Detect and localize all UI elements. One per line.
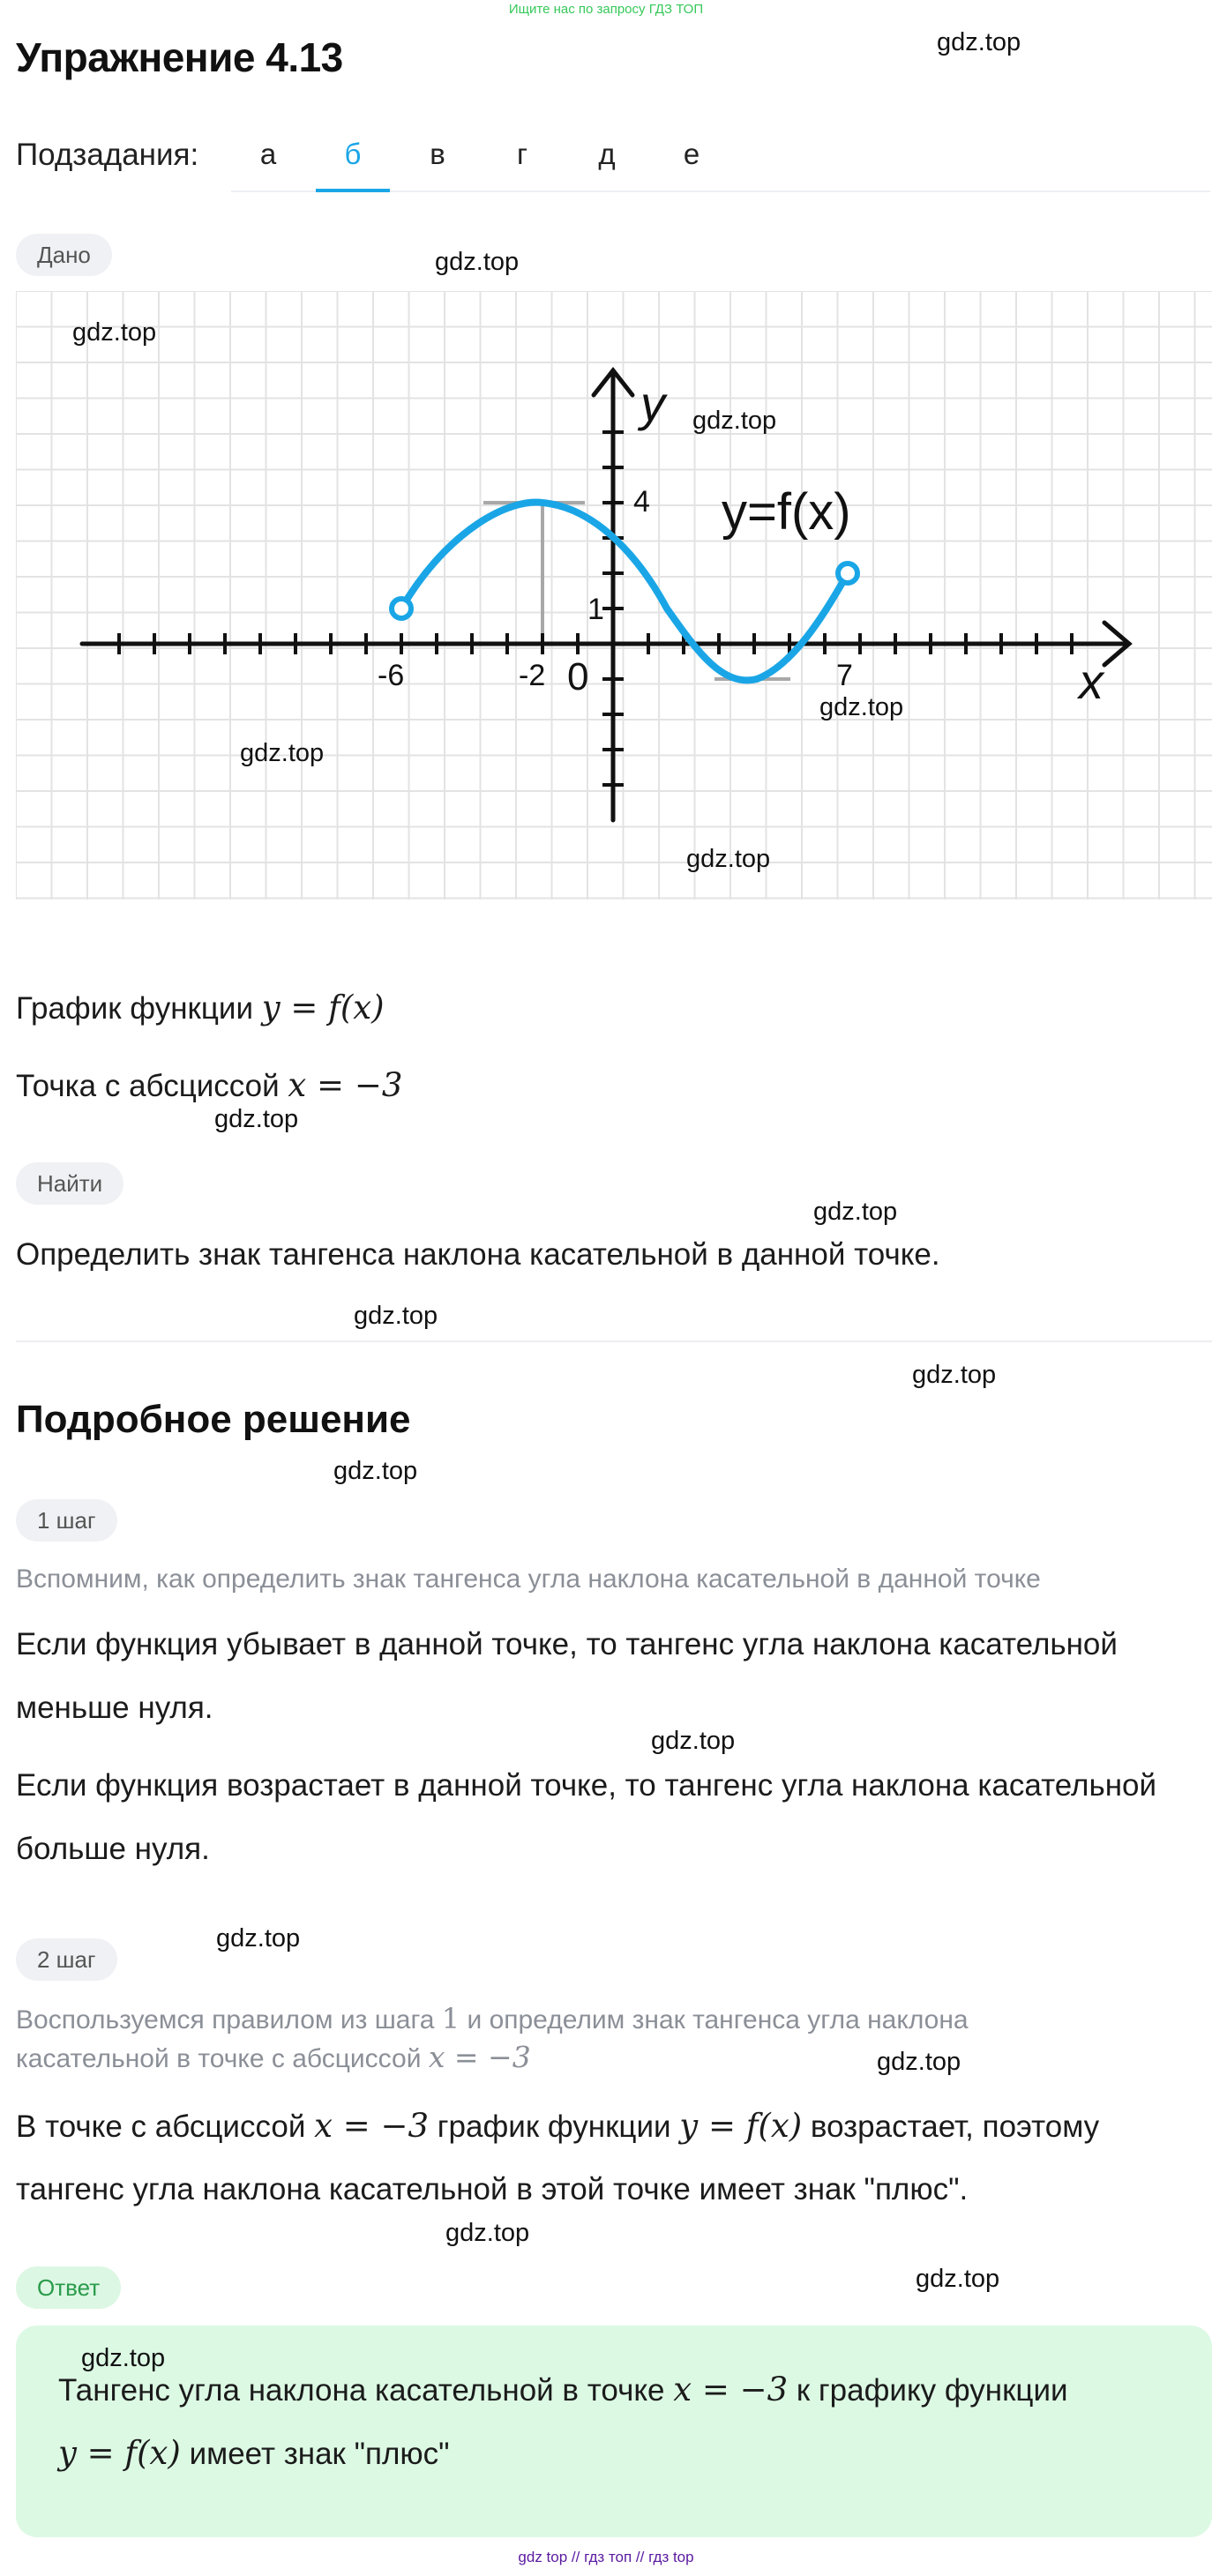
watermark: gdz.top: [445, 2219, 530, 2247]
find-text: Определить знак тангенса наклона касательной в данной точке.: [16, 1237, 940, 1272]
step2-badge: 2 шаг: [16, 1938, 117, 1981]
section-divider: [16, 1340, 1212, 1342]
tick-label-origin: 0: [567, 655, 589, 698]
watermark: gdz.top: [214, 1105, 299, 1133]
tab-d[interactable]: д: [598, 138, 616, 170]
step1-badge: 1 шаг: [16, 1499, 117, 1542]
given-line-function: График функции y = f(x): [16, 989, 385, 1027]
tab-b[interactable]: б: [316, 138, 390, 190]
watermark: gdz.top: [912, 1361, 997, 1389]
watermark: gdz.top: [240, 739, 325, 767]
answer-badge: Ответ: [16, 2266, 121, 2309]
watermark: gdz.top: [216, 1924, 301, 1953]
find-badge: Найти: [16, 1162, 123, 1205]
tab-e[interactable]: е: [683, 138, 700, 170]
watermark: gdz.top: [916, 2265, 1000, 2293]
answer-line2: y = f(x) имеет знак "плюс": [58, 2434, 450, 2472]
solution-title: Подробное решение: [16, 1398, 411, 1441]
step2-p-line2: тангенс угла наклона касательной в этой точке имеет знак "плюс".: [16, 2172, 969, 2206]
watermark: gdz.top: [877, 2048, 961, 2076]
watermark: gdz.top: [354, 1302, 438, 1330]
step1-p2-line2: больше нуля.: [16, 1832, 210, 1866]
x-axis-label: x: [1079, 653, 1104, 709]
watermark: gdz.top: [333, 1457, 418, 1485]
tab-g[interactable]: г: [516, 138, 528, 170]
tick-label-y1: 1: [587, 593, 604, 626]
step1-p2-line1: Если функция возрастает в данной точке, то тангенс угла наклона касательной: [16, 1768, 1157, 1803]
watermark: gdz.top: [435, 248, 520, 276]
curve-end-point: [838, 564, 857, 583]
step1-p1-line2: меньше нуля.: [16, 1691, 213, 1725]
math-y-eq-fx: y = f(x): [261, 989, 385, 1027]
step2-hint-line2: касательной в точке с абсциссой x = −3: [16, 2040, 531, 2074]
watermark: gdz.top: [686, 845, 771, 873]
watermark: gdz.top: [819, 693, 904, 721]
y-axis-label: y: [640, 376, 665, 431]
function-label: y=f(x): [722, 483, 851, 541]
step2-hint-line1: Воспользуемся правилом из шага 1 и определим знак тангенса угла наклона: [16, 2002, 969, 2035]
subtasks-label: Подзадания:: [16, 138, 199, 172]
answer-line1: Тангенс угла наклона касательной в точке x = −3 к графику функции: [58, 2371, 1068, 2408]
top-promo-note: Ищите нас по запросу ГДЗ ТОП: [508, 2, 704, 17]
answer-box: [16, 2326, 1212, 2537]
page-title: Упражнение 4.13: [16, 34, 343, 80]
watermark: gdz.top: [81, 2344, 166, 2372]
tick-label-x-minus6: -6: [378, 659, 405, 692]
given-line-point: Точка с абсциссой x = −3: [16, 1066, 403, 1104]
step1-hint: Вспомним, как определить знак тангенса угла наклона касательной в данной точке: [16, 1564, 1041, 1594]
tick-label-x7: 7: [836, 659, 853, 692]
curve-start-point: [392, 599, 411, 618]
tick-label-x-minus2: -2: [519, 659, 546, 692]
bottom-note: gdz top // гдз топ // гдз top: [518, 2549, 694, 2565]
subtasks-tabs: [231, 123, 1210, 192]
step2-p-line1: В точке с абсциссой x = −3 график функции y = f(x) возрастает, поэтому: [16, 2107, 1100, 2145]
tab-a[interactable]: а: [259, 138, 277, 170]
watermark: gdz.top: [937, 28, 1021, 56]
watermark: gdz.top: [651, 1727, 736, 1755]
math-x-eq-minus3: x = −3: [288, 1066, 403, 1104]
watermark: gdz.top: [72, 318, 157, 347]
watermark: gdz.top: [692, 407, 777, 435]
step1-p1-line1: Если функция убывает в данной точке, то тангенс угла наклона касательной: [16, 1627, 1118, 1661]
function-graph: [16, 291, 1212, 900]
tick-label-y4: 4: [633, 485, 650, 519]
given-badge: Дано: [16, 234, 112, 276]
watermark: gdz.top: [813, 1198, 898, 1226]
tab-v[interactable]: в: [430, 138, 445, 170]
